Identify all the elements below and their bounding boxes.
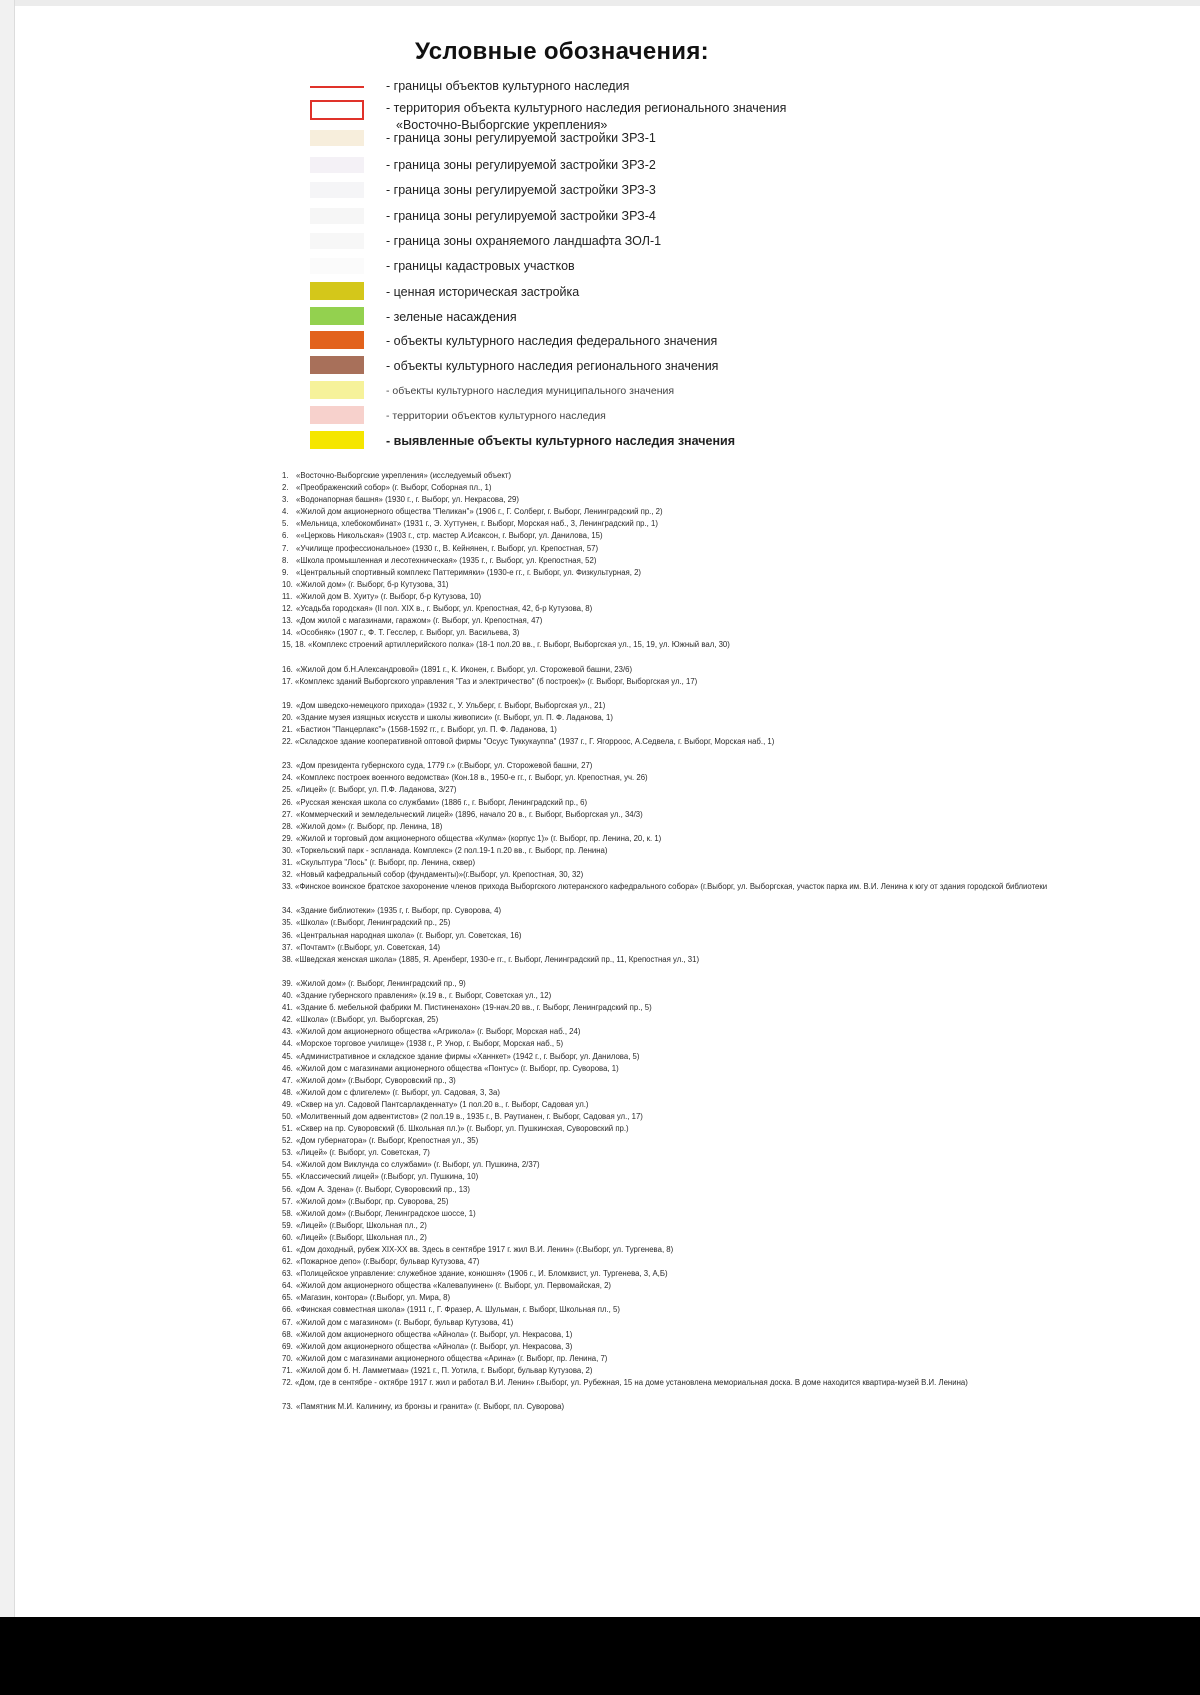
object-list-item xyxy=(282,543,1152,555)
object-number: 62. xyxy=(282,1257,293,1267)
object-list-item xyxy=(282,857,1152,869)
legend-label: - территория объекта культурного наследия регионального значения xyxy=(386,101,787,115)
object-list-item xyxy=(282,905,1152,917)
object-list-item xyxy=(282,1075,1152,1087)
object-number: 25. xyxy=(282,785,293,795)
object-list-item xyxy=(282,1232,1152,1244)
object-text: «Морское торговое училище» (1938 г., Р. Унор, г. Выборг, Морская наб., 5) xyxy=(296,1039,564,1049)
object-text: 17. «Комплекс зданий Выборгского управления "Газ и электричество" (б построек)» (г. Выборг, Выборгская ул., 17) xyxy=(282,676,698,686)
object-number: 39. xyxy=(282,978,293,988)
object-text: 38. «Шведская женская школа» (1885, Я. Аренберг, 1930-е гг., г. Выборг, Ленинградский пр., 11, Крепостная ул., 31) xyxy=(282,954,700,964)
object-number: 30. xyxy=(282,845,293,855)
legend-label: - границы объектов культурного наследия xyxy=(386,79,630,93)
object-list-item xyxy=(282,1268,1152,1280)
object-text: «Здание б. мебельной фабрики М. Пистиненахон» (19-нач.20 вв., г. Выборг, Ленинградский пр., 5) xyxy=(296,1003,652,1013)
object-list-item xyxy=(282,627,1152,639)
object-list-item xyxy=(282,1208,1152,1220)
object-list-item xyxy=(282,1256,1152,1268)
object-list-item xyxy=(282,990,1152,1002)
object-list-item xyxy=(282,494,1152,506)
legend-swatch xyxy=(310,331,364,349)
legend-title: Условные обозначения: xyxy=(415,38,709,65)
object-text: «Жилой дом с магазинами акционерного общества «Понтус» (г. Выборг, пр. Суворова, 1) xyxy=(296,1063,619,1073)
object-list-item xyxy=(282,1244,1152,1256)
legend-label: - объекты культурного наследия федерального значения xyxy=(386,334,718,348)
legend-swatch xyxy=(310,282,364,300)
object-list-item xyxy=(282,942,1152,954)
object-list-item xyxy=(282,978,1152,990)
object-list-item xyxy=(282,676,1152,700)
object-list-item xyxy=(282,1220,1152,1232)
object-number: 29. xyxy=(282,833,293,843)
object-list-item xyxy=(282,954,1152,978)
scan-left-edge xyxy=(0,0,15,1617)
object-text: «Молитвенный дом адвентистов» (2 пол.19 в., 1935 г., В. Раутианен, г. Выборг, Садовая ул., 17) xyxy=(296,1111,643,1121)
object-text: «Сквер на пр. Суворовский (б. Школьная пл.)» (г. Выборг, ул. Пушкинская, Суворовский пр.) xyxy=(296,1124,629,1134)
object-text: «Классический лицей» (г.Выборг, ул. Пушкина, 10) xyxy=(296,1172,479,1182)
object-list-item xyxy=(282,530,1152,542)
object-text: «Училище профессиональное» (1930 г., В. Кейнянен, г. Выборг, ул. Крепостная, 57) xyxy=(296,543,599,553)
legend-swatch xyxy=(310,157,364,173)
object-text: «Бастион "Панцерлакс"» (1568-1592 гг., г. Выборг, ул. П. Ф. Ладанова, 1) xyxy=(296,724,557,734)
object-text: «Центральная народная школа» (г. Выборг, ул. Советская, 16) xyxy=(296,930,522,940)
object-number: 63. xyxy=(282,1269,293,1279)
object-text: «Сквер на ул. Садовой Пантсарлакденнату» (1 пол.20 в., г. Выборг, Садовая ул.) xyxy=(296,1099,589,1109)
object-list-item xyxy=(282,1159,1152,1171)
object-text: «Дом президента губернского суда, 1779 г.» (г.Выборг, ул. Сторожевой башни, 27) xyxy=(296,761,593,771)
object-list-item xyxy=(282,1184,1152,1196)
object-text: «Жилой дом с флигелем» (г. Выборг, ул. Садовая, 3, 3а) xyxy=(296,1087,500,1097)
object-list-item xyxy=(282,881,1152,905)
object-text: «Восточно-Выборгские укрепления» (исследуемый объект) xyxy=(296,471,512,480)
object-number: 10. xyxy=(282,579,293,589)
object-number: 43. xyxy=(282,1027,293,1037)
object-list-item xyxy=(282,930,1152,942)
object-list-item xyxy=(282,700,1152,712)
object-text: «Комплекс построек военного ведомства» (Кон.18 в., 1950-е гг., г. Выборг, ул. Крепостная, уч. 26) xyxy=(296,773,648,783)
scan-top-edge xyxy=(0,0,1200,6)
legend-label-line2: «Восточно-Выборгские укрепления» xyxy=(396,118,608,132)
object-list-item xyxy=(282,1051,1152,1063)
object-number: 68. xyxy=(282,1329,293,1339)
legend-label: - зеленые насаждения xyxy=(386,310,517,324)
object-list-item xyxy=(282,1123,1152,1135)
object-list-item xyxy=(282,833,1152,845)
legend-swatch xyxy=(310,100,364,120)
object-text: «Финская совместная школа» (1911 г., Г. Фразер, А. Шульман, г. Выборг, Школьная пл., 5) xyxy=(296,1305,620,1315)
object-text: 22. «Складское здание кооперативной оптовой фирмы "Осуус Туккукауппа" (1937 г., Г. Ягорроос, А.Седвела, г. Выборг, Морская наб., 1) xyxy=(282,737,775,747)
legend-label: - объекты культурного наследия муниципального значения xyxy=(386,385,675,397)
object-text: «Школа» (г.Выборг, ул. Выборгская, 25) xyxy=(296,1015,439,1025)
object-text: «Магазин, контора» (г.Выборг, ул. Мира, 8) xyxy=(296,1293,451,1303)
object-number: 71. xyxy=(282,1365,293,1375)
object-list-item xyxy=(282,1111,1152,1123)
object-number: 23. xyxy=(282,761,293,771)
legend-swatch xyxy=(310,86,364,88)
object-number: 49. xyxy=(282,1099,293,1109)
object-text: «Дом жилой с магазинами, гаражом» (г. Выборг, ул. Крепостная, 47) xyxy=(296,616,543,626)
object-list-item xyxy=(282,1196,1152,1208)
object-list-item xyxy=(282,615,1152,627)
object-list-item xyxy=(282,845,1152,857)
object-number: 2. xyxy=(282,483,289,493)
legend-swatch xyxy=(310,307,364,325)
object-number: 4. xyxy=(282,507,289,517)
object-list-item xyxy=(282,772,1152,784)
object-text: «Дом шведско-немецкого прихода» (1932 г., У. Ульберг, г. Выборг, Выборгская ул., 21) xyxy=(296,700,606,710)
object-number: 66. xyxy=(282,1305,293,1315)
object-number: 9. xyxy=(282,567,289,577)
object-text: «Лицей» (г.Выборг, Школьная пл., 2) xyxy=(296,1220,427,1230)
object-number: 56. xyxy=(282,1184,293,1194)
object-number: 69. xyxy=(282,1341,293,1351)
object-text: «Школа промышленная и лесотехническая» (1935 г., г. Выборг, ул. Крепостная, 52) xyxy=(296,555,597,565)
object-number: 13. xyxy=(282,616,293,626)
legend-swatch xyxy=(310,381,364,399)
object-number: 37. xyxy=(282,942,293,952)
object-text: «Особняк» (1907 г., Ф. Т. Гесслер, г. Выборг, ул. Васильева, 3) xyxy=(296,628,520,638)
object-list-item xyxy=(282,1365,1152,1377)
object-number: 46. xyxy=(282,1063,293,1073)
object-list-item xyxy=(282,664,1152,676)
object-text: «Жилой дом б.Н.Александровой» (1891 г., К. Иконен, г. Выборг, ул. Сторожевой башни, 23/6) xyxy=(296,664,633,674)
object-list-item xyxy=(282,639,1152,663)
object-text: «Центральный спортивный комплекс Паттеримяки» (1930-е гг., г. Выборг, ул. Физкультурная, 2) xyxy=(296,567,642,577)
object-text: «Полицейское управление: служебное здание, конюшня» (1906 г., И. Бломквист, ул. Тургенева, 3, А,Б) xyxy=(296,1269,668,1279)
object-number: 36. xyxy=(282,930,293,940)
object-number: 34. xyxy=(282,906,293,916)
object-text: «Жилой дом» (г.Выборг, Ленинградское шоссе, 1) xyxy=(296,1208,476,1218)
legend-label: - граница зоны регулируемой застройки ЗРЗ-4 xyxy=(386,209,656,223)
object-number: 6. xyxy=(282,531,289,541)
object-text: «Жилой дом с магазином» (г. Выборг, бульвар Кутузова, 41) xyxy=(296,1317,514,1327)
object-text: «Мельница, хлебокомбинат» (1931 г., Э. Хуттунен, г. Выборг, Морская наб., 3, Ленинградский пр., 1) xyxy=(296,519,658,529)
legend-swatch xyxy=(310,182,364,198)
object-list-item xyxy=(282,482,1152,494)
object-number: 51. xyxy=(282,1124,293,1134)
object-number: 58. xyxy=(282,1208,293,1218)
object-list-item xyxy=(282,784,1152,796)
object-text: «Русская женская школа со службами» (1886 г., г. Выборг, Ленинградский пр., 6) xyxy=(296,797,588,807)
object-list-item xyxy=(282,1135,1152,1147)
object-number: 1. xyxy=(282,471,289,480)
object-text: «Скульптура "Лось" (г. Выборг, пр. Ленина, сквер) xyxy=(296,858,476,867)
object-number: 8. xyxy=(282,555,289,565)
object-list-item xyxy=(282,567,1152,579)
object-list-item xyxy=(282,1401,1152,1413)
object-list-item xyxy=(282,1038,1152,1050)
object-list-item xyxy=(282,1280,1152,1292)
object-number: 45. xyxy=(282,1051,293,1061)
object-text: «Лицей» (г. Выборг, ул. П.Ф. Ладанова, 3/27) xyxy=(296,785,457,795)
object-list-item xyxy=(282,603,1152,615)
object-list-item xyxy=(282,760,1152,772)
object-list-item xyxy=(282,518,1152,530)
object-number: 50. xyxy=(282,1111,293,1121)
object-text: «Преображенский собор» (г. Выборг, Соборная пл., 1) xyxy=(296,483,492,493)
object-text: «Коммерческий и земледельческий лицей» (1896, начало 20 в., г. Выборг, Выборгская ул., 34/3) xyxy=(296,809,643,819)
object-text: «Административное и складское здание фирмы «Ханнкет» (1942 г., г. Выборг, ул. Данилова, 5) xyxy=(296,1051,640,1061)
object-list-item xyxy=(282,1014,1152,1026)
object-text: «Жилой дом» (г. Выборг, Ленинградский пр., 9) xyxy=(296,978,466,988)
legend-swatch xyxy=(310,258,364,274)
object-text: «Водонапорная башня» (1930 г., г. Выборг, ул. Некрасова, 29) xyxy=(296,495,519,505)
legend-label: - граница зоны регулируемой застройки ЗРЗ-1 xyxy=(386,131,656,145)
object-text: «Жилой дом акционерного общества «Айнола» (г. Выборг, ул. Некрасова, 1) xyxy=(296,1329,573,1339)
object-number: 21. xyxy=(282,724,293,734)
object-number: 19. xyxy=(282,700,293,710)
object-list-item xyxy=(282,1063,1152,1075)
object-number: 57. xyxy=(282,1196,293,1206)
object-text: «Жилой дом акционерного общества "Пеликан"» (1906 г., Г. Солберг, г. Выборг, Ленинградский пр., 2) xyxy=(296,507,663,517)
object-list-item xyxy=(282,1099,1152,1111)
object-list-item xyxy=(282,821,1152,833)
object-text: «Жилой дом б. Н. Ламметмаа» (1921 г., П. Уотила, г. Выборг, бульвар Кутузова, 2) xyxy=(296,1365,593,1375)
object-text: «Здание библиотеки» (1935 г, г. Выборг, пр. Суворова, 4) xyxy=(296,906,502,916)
object-text: «Жилой дом акционерного общества «Айнола» (г. Выборг, ул. Некрасова, 3) xyxy=(296,1341,573,1351)
object-text: «Торкельский парк - эспланада. Комплекс» (2 пол.19-1 п.20 вв., г. Выборг, пр. Ленина) xyxy=(296,845,608,855)
object-list-item xyxy=(282,917,1152,929)
legend-label: - объекты культурного наследия регионального значения xyxy=(386,359,719,373)
object-number: 20. xyxy=(282,712,293,722)
object-number: 55. xyxy=(282,1172,293,1182)
object-text: «Пожарное депо» (г.Выборг, бульвар Кутузова, 47) xyxy=(296,1257,480,1267)
object-list-item xyxy=(282,809,1152,821)
object-list-item xyxy=(282,555,1152,567)
object-number: 64. xyxy=(282,1281,293,1291)
legend-label: - граница зоны охраняемого ландшафта ЗОЛ-1 xyxy=(386,234,662,248)
objects-list xyxy=(282,470,1152,1413)
object-number: 65. xyxy=(282,1293,293,1303)
object-text: 72. «Дом, где в сентябре - октябре 1917 г. жил и работал В.И. Ленин» г.Выборг, ул. Рубежная, 15 на доме установлена мемориальная доска. В доме находится квартира-музей В.И. Ленина) xyxy=(282,1378,968,1388)
object-text: 15, 18. «Комплекс строений артиллерийского полка» (18-1 пол.20 вв., г. Выборг, Выборгская ул., 15, 19, ул. Южный вал, 30) xyxy=(282,640,730,650)
object-number: 40. xyxy=(282,991,293,1001)
object-text: «Дом доходный, рубеж XIX-XX вв. Здесь в сентябре 1917 г. жил В.И. Ленин» (г.Выборг, ул. Тургенева, 8) xyxy=(296,1245,674,1254)
object-number: 61. xyxy=(282,1245,293,1254)
object-number: 59. xyxy=(282,1220,293,1230)
object-text: «Здание музея изящных искусств и школы живописи» (г. Выборг, ул. П. Ф. Ладанова, 1) xyxy=(296,712,613,722)
legend-label: - граница зоны регулируемой застройки ЗРЗ-3 xyxy=(386,183,656,197)
object-number: 12. xyxy=(282,604,293,614)
object-list-item xyxy=(282,470,1152,482)
object-number: 54. xyxy=(282,1160,293,1170)
object-text: «Жилой дом с магазинами акционерного общества «Арина» (г. Выборг, пр. Ленина, 7) xyxy=(296,1353,608,1363)
object-text: «Почтамт» (г.Выборг, ул. Советская, 14) xyxy=(296,942,441,952)
object-text: «Памятник М.И. Калинину, из бронзы и гранита» (г. Выборг, пл. Суворова) xyxy=(296,1402,565,1412)
object-number: 48. xyxy=(282,1087,293,1097)
object-list-item xyxy=(282,1317,1152,1329)
object-list-item xyxy=(282,736,1152,760)
object-list-item xyxy=(282,579,1152,591)
object-list-item xyxy=(282,712,1152,724)
object-number: 53. xyxy=(282,1148,293,1158)
object-number: 52. xyxy=(282,1136,293,1146)
object-list-item xyxy=(282,1304,1152,1316)
legend-swatch xyxy=(310,356,364,374)
scan-bottom-bar xyxy=(0,1617,1200,1695)
object-text: «Здание губернского правления» (к.19 в., г. Выборг, Советская ул., 12) xyxy=(296,991,552,1001)
object-list-item xyxy=(282,1087,1152,1099)
object-number: 3. xyxy=(282,495,289,505)
object-number: 47. xyxy=(282,1075,293,1085)
legend-swatch xyxy=(310,130,364,146)
object-text: «Жилой дом В. Хуиту» (г. Выборг, б-р Кутузова, 10) xyxy=(296,591,482,601)
legend-swatch xyxy=(310,208,364,224)
object-text: «Жилой и торговый дом акционерного общества «Кулма» (корпус 1)» (г. Выборг, пр. Ленина, 20, к. 1) xyxy=(296,833,662,843)
object-number: 42. xyxy=(282,1015,293,1025)
object-text: «Дом губернатора» (г. Выборг, Крепостная ул., 35) xyxy=(296,1136,479,1146)
object-text: «Новый кафедральный собор (фундаменты)»(г.Выборг, ул. Крепостная, 30, 32) xyxy=(296,870,584,880)
object-text: «Жилой дом» (г.Выборг, Суворовский пр., 3) xyxy=(296,1075,456,1085)
object-text: «Жилой дом акционерного общества «Калевапуинен» (г. Выборг, ул. Первомайская, 2) xyxy=(296,1281,612,1291)
object-list-item xyxy=(282,1353,1152,1365)
object-number: 16. xyxy=(282,664,293,674)
legend-swatch xyxy=(310,406,364,424)
object-text: «Лицей» (г. Выборг, ул. Советская, 7) xyxy=(296,1148,430,1158)
object-number: 35. xyxy=(282,918,293,928)
object-number: 44. xyxy=(282,1039,293,1049)
object-list-item xyxy=(282,724,1152,736)
object-number: 26. xyxy=(282,797,293,807)
legend-label: - территории объектов культурного наследия xyxy=(386,410,606,422)
legend-label: - границы кадастровых участков xyxy=(386,259,575,273)
object-number: 32. xyxy=(282,870,293,880)
object-list-item xyxy=(282,1002,1152,1014)
object-number: 27. xyxy=(282,809,293,819)
object-list-item xyxy=(282,1329,1152,1341)
legend-swatch xyxy=(310,431,364,449)
object-number: 60. xyxy=(282,1232,293,1242)
object-number: 14. xyxy=(282,628,293,638)
object-text: «Усадьба городская» (II пол. XIX в., г. Выборг, ул. Крепостная, 42, б-р Кутузова, 8) xyxy=(296,604,593,614)
legend-label: - выявленные объекты культурного наследия значения xyxy=(386,434,735,448)
object-number: 67. xyxy=(282,1317,293,1327)
object-text: ««Церковь Никольская» (1903 г., стр. мастер А.Исаксон, г. Выборг, ул. Данилова, 15) xyxy=(296,531,603,541)
object-list-item xyxy=(282,797,1152,809)
object-number: 24. xyxy=(282,773,293,783)
object-list-item xyxy=(282,1377,1152,1401)
object-text: «Жилой дом акционерного общества «Агрикола» (г. Выборг, Морская наб., 24) xyxy=(296,1027,581,1037)
object-list-item xyxy=(282,869,1152,881)
object-text: «Жилой дом» (г. Выборг, пр. Ленина, 18) xyxy=(296,821,443,831)
object-number: 5. xyxy=(282,519,289,529)
object-list-item xyxy=(282,1026,1152,1038)
object-number: 70. xyxy=(282,1353,293,1363)
object-number: 7. xyxy=(282,543,289,553)
object-text: «Школа» (г.Выборг, Ленинградский пр., 25) xyxy=(296,918,451,928)
object-text: «Жилой дом Виклунда со службами» (г. Выборг, ул. Пушкина, 2/37) xyxy=(296,1160,540,1170)
legend-label: - граница зоны регулируемой застройки ЗРЗ-2 xyxy=(386,158,656,172)
object-list-item xyxy=(282,1147,1152,1159)
object-text: «Дом А. Здена» (г. Выборг, Суворовский пр., 13) xyxy=(296,1184,470,1194)
object-text: «Жилой дом» (г. Выборг, б-р Кутузова, 31) xyxy=(296,579,449,589)
object-text: «Жилой дом» (г.Выборг, пр. Суворова, 25) xyxy=(296,1196,449,1206)
object-list-item xyxy=(282,1292,1152,1304)
legend-label: - ценная историческая застройка xyxy=(386,285,580,299)
object-text: «Лицей» (г.Выборг, Школьная пл., 2) xyxy=(296,1232,427,1242)
object-text: 33. «Финское воинское братское захоронение членов прихода Выборгского лютеранского кафедрального собора» (г.Выборг, ул. Выборгская, участок парка им. В.И. Ленина к югу от здания городской библиотеки xyxy=(282,882,1048,892)
object-number: 73. xyxy=(282,1402,293,1412)
object-number: 11. xyxy=(282,591,293,601)
object-list-item xyxy=(282,591,1152,603)
object-number: 28. xyxy=(282,821,293,831)
object-number: 41. xyxy=(282,1003,293,1013)
object-list-item xyxy=(282,1341,1152,1353)
legend-swatch xyxy=(310,233,364,249)
object-list-item xyxy=(282,506,1152,518)
object-number: 31. xyxy=(282,858,293,867)
object-list-item xyxy=(282,1171,1152,1183)
